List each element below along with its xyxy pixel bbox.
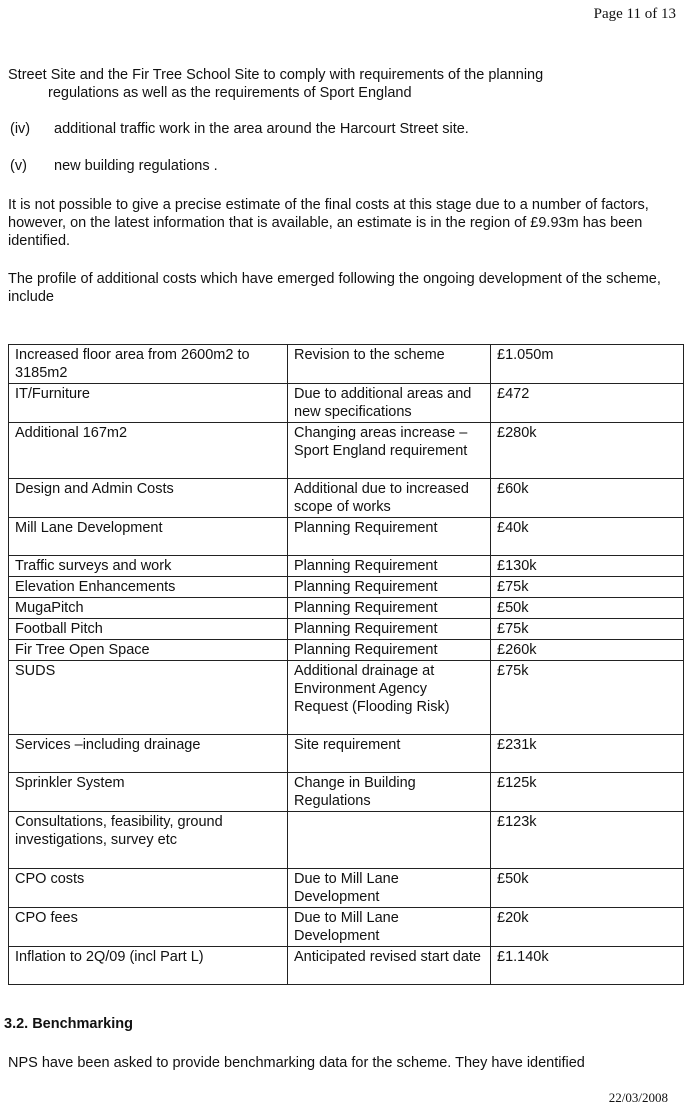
table-row [9,640,684,661]
cost-amount-cell: £1.140k [491,947,684,985]
cost-reason-cell: Due to Mill Lane Development [288,869,491,908]
cost-item-cell: Inflation to 2Q/09 (incl Part L) [9,947,288,985]
table-row [9,947,684,985]
cost-item-cell: Increased floor area from 2600m2 to 3185m2 [9,345,288,384]
table-row [9,384,684,423]
list-item-number: (iv) [10,121,31,137]
cost-amount-cell: £20k [491,908,684,947]
cost-item-cell: MugaPitch [9,598,288,619]
table-row [9,345,684,384]
profile-paragraph: The profile of additional costs which have emerged following the ongoing development of the scheme, include [8,271,661,305]
table-row [9,773,684,812]
cost-amount-cell: £40k [491,518,684,556]
cost-reason-cell: Anticipated revised start date [288,947,491,985]
list-item-text: new building regulations . [54,158,218,174]
cost-reason-cell: Site requirement [288,735,491,773]
cost-item-cell: SUDS [9,661,288,735]
cost-reason-cell: Planning Requirement [288,640,491,661]
cost-reason-cell: Additional drainage at Environment Agency Request (Flooding Risk) [288,661,491,735]
cost-amount-cell: £123k [491,812,684,869]
cost-amount-cell: £231k [491,735,684,773]
table-row [9,812,684,869]
cost-item-cell: Consultations, feasibility, ground investigations, survey etc [9,812,288,869]
cost-reason-cell: Due to Mill Lane Development [288,908,491,947]
list-item-text: additional traffic work in the area around the Harcourt Street site. [54,121,469,137]
cost-reason-cell: Planning Requirement [288,556,491,577]
table-row [9,908,684,947]
cost-item-cell: Traffic surveys and work [9,556,288,577]
cost-amount-cell: £130k [491,556,684,577]
table-row [9,619,684,640]
cost-item-cell: Additional 167m2 [9,423,288,479]
table-row [9,661,684,735]
table-row [9,869,684,908]
list-item-number: (v) [10,158,27,174]
cost-reason-cell: Changing areas increase – Sport England requirement [288,423,491,479]
table-row [9,518,684,556]
cost-item-cell: Football Pitch [9,619,288,640]
cost-item-cell: Design and Admin Costs [9,479,288,518]
table-row [9,577,684,598]
cost-item-cell: Mill Lane Development [9,518,288,556]
cost-amount-cell: £260k [491,640,684,661]
cost-amount-cell: £50k [491,598,684,619]
additional-costs-table [8,344,684,985]
table-row [9,423,684,479]
intro-line-2: regulations as well as the requirements of Sport England [48,85,412,101]
list-item [10,121,469,137]
cost-item-cell: IT/Furniture [9,384,288,423]
cost-reason-cell: Planning Requirement [288,598,491,619]
cost-item-cell: Services –including drainage [9,735,288,773]
cost-item-cell: CPO costs [9,869,288,908]
table-row [9,556,684,577]
cost-amount-cell: £50k [491,869,684,908]
intro-line-1: Street Site and the Fir Tree School Site to comply with requirements of the planning [8,67,544,83]
cost-item-cell: Elevation Enhancements [9,577,288,598]
footer-date: 22/03/2008 [608,1090,668,1105]
cost-item-cell: Fir Tree Open Space [9,640,288,661]
cost-amount-cell: £472 [491,384,684,423]
estimate-paragraph: It is not possible to give a precise estimate of the final costs at this stage due to a number of factors, however, on the latest information that is available, an estimate is in the region of £9.93m has been identified. [8,197,649,249]
cost-reason-cell: Planning Requirement [288,619,491,640]
cost-amount-cell: £1.050m [491,345,684,384]
cost-amount-cell: £75k [491,577,684,598]
page-number: Page 11 of 13 [593,6,676,22]
section-heading: 3.2. Benchmarking [4,1016,133,1032]
cost-reason-cell: Planning Requirement [288,518,491,556]
cost-amount-cell: £280k [491,423,684,479]
table-row [9,598,684,619]
table-row [9,735,684,773]
table-row [9,479,684,518]
cost-amount-cell: £75k [491,619,684,640]
cost-item-cell: Sprinkler System [9,773,288,812]
cost-amount-cell: £75k [491,661,684,735]
cost-reason-cell: Additional due to increased scope of works [288,479,491,518]
cost-reason-cell: Planning Requirement [288,577,491,598]
cost-reason-cell [288,812,491,869]
cost-reason-cell: Change in Building Regulations [288,773,491,812]
cost-item-cell: CPO fees [9,908,288,947]
cost-amount-cell: £125k [491,773,684,812]
list-item [10,158,218,174]
closing-paragraph: NPS have been asked to provide benchmarking data for the scheme. They have identified [8,1055,585,1071]
cost-reason-cell: Due to additional areas and new specifications [288,384,491,423]
cost-reason-cell: Revision to the scheme [288,345,491,384]
cost-amount-cell: £60k [491,479,684,518]
